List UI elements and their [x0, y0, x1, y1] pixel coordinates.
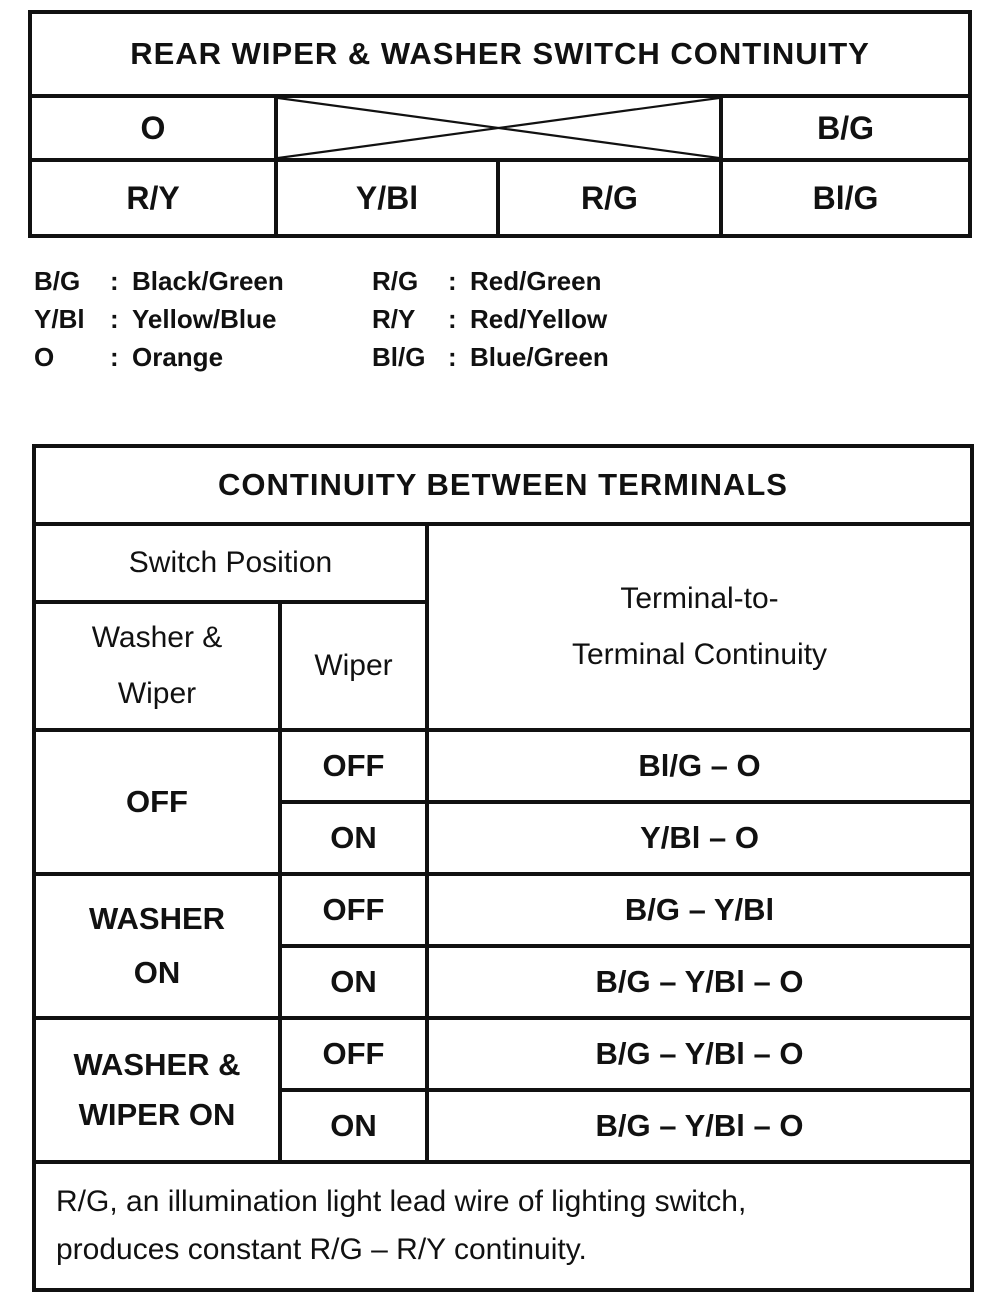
group-label: WASHER ON: [34, 874, 280, 1018]
connector-title: REAR WIPER & WASHER SWITCH CONTINUITY: [30, 12, 970, 96]
continuity-value: Y/Bl – O: [427, 802, 972, 874]
group-label: WASHER & WIPER ON: [34, 1018, 280, 1162]
connector-table: [28, 10, 972, 238]
washer-wiper-header: Washer & Wiper: [34, 602, 280, 730]
terminal-bl-g: Bl/G: [721, 160, 970, 236]
footnote: R/G, an illumination light lead wire of lighting switch, produces constant R/G – R/Y continuity.: [34, 1162, 972, 1290]
group-label: OFF: [34, 730, 280, 874]
wiper-header: Wiper: [280, 602, 427, 730]
wiper-state: ON: [280, 946, 427, 1018]
legend-item: B/G : Black/Green: [34, 266, 284, 296]
continuity-title: CONTINUITY BETWEEN TERMINALS: [34, 446, 972, 524]
wiper-state: OFF: [280, 730, 427, 802]
legend-item: Bl/G : Blue/Green: [372, 342, 609, 372]
cross-mark-icon: [278, 98, 719, 158]
continuity-value: B/G – Y/Bl – O: [427, 1090, 972, 1162]
terminal-y-bl: Y/Bl: [276, 160, 498, 236]
switch-position-header: Switch Position: [34, 524, 427, 602]
unused-terminal-cell: [276, 96, 721, 160]
legend-item: O : Orange: [34, 342, 224, 372]
continuity-value: B/G – Y/Bl: [427, 874, 972, 946]
continuity-value: B/G – Y/Bl – O: [427, 946, 972, 1018]
continuity-table: [32, 444, 974, 1292]
continuity-value: Bl/G – O: [427, 730, 972, 802]
terminal-r-g: R/G: [498, 160, 721, 236]
wiper-state: ON: [280, 802, 427, 874]
terminal-b-g: B/G: [721, 96, 970, 160]
wiper-state: OFF: [280, 1018, 427, 1090]
legend-item: R/G : Red/Green: [372, 266, 602, 296]
wiper-state: ON: [280, 1090, 427, 1162]
terminal-r-y: R/Y: [30, 160, 276, 236]
continuity-header: Terminal-to- Terminal Continuity: [427, 524, 972, 730]
legend-item: Y/Bl : Yellow/Blue: [34, 304, 277, 334]
continuity-value: B/G – Y/Bl – O: [427, 1018, 972, 1090]
wiper-state: OFF: [280, 874, 427, 946]
legend-item: R/Y : Red/Yellow: [372, 304, 608, 334]
terminal-o: O: [30, 96, 276, 160]
